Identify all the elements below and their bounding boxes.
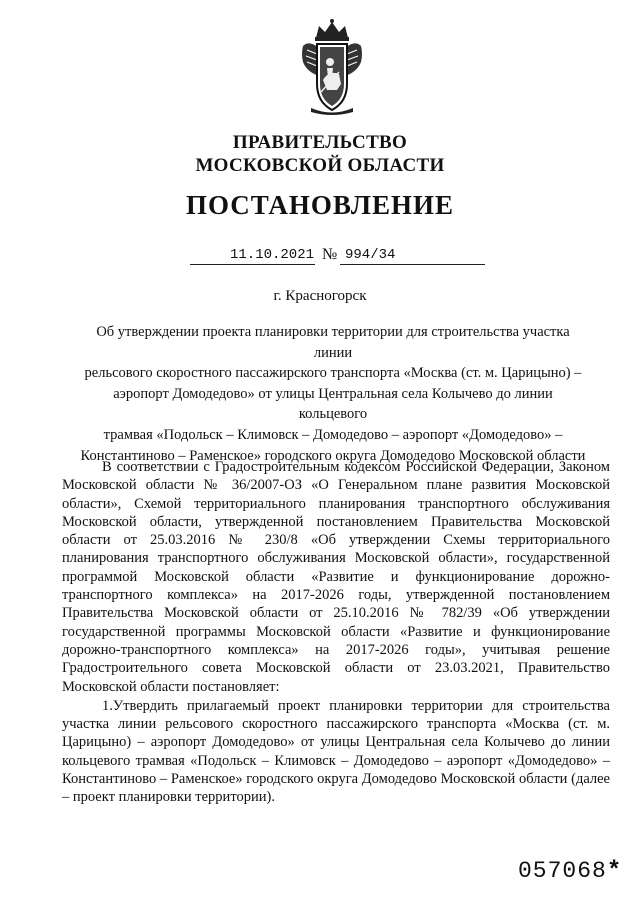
number-underline — [340, 264, 485, 265]
document-body — [62, 458, 610, 807]
preamble-paragraph: В соответствии с Градостроительным кодексом Российской Федерации, Законом Московской области № 36/2007-ОЗ «О Генеральном плане развития Московской области», Схемой территориального планирования транспортного обслуживания Московской области, утвержденной постановлением Правительства Московской области от 25.03.2016 № 230/8 «Об утверждении Схемы территориального планирования транспортного обслуживания Московской области», государственной программой Московской области «Развитие и функционирование дорожно-транспортного комплекса» на 2017-2026 годы, утвержденной постановлением Правительства Московской области от 25.10.2016 № 782/39 «Об утверждении государственной программы Московской области «Развитие и функционирование дорожно-транспортного комплекса» на 2017-2026 годы», учитывая решение Градостроительного совета Московской области от 23.03.2021, Правительство Московской области постановляет: — [62, 459, 610, 695]
subject-line: Об утверждении проекта планировки территории для строительства участка линии — [96, 324, 570, 361]
organization-name-line2: МОСКОВСКОЙ ОБЛАСТИ — [195, 155, 445, 176]
document-type-title: ПОСТАНОВЛЕНИЕ — [185, 190, 455, 220]
subject-line: Константиново – Раменское» городского округа Домодедово Московской области — [80, 447, 586, 464]
document-subject — [78, 322, 588, 466]
subject-line: рельсового скоростного пассажирского транспорта «Москва (ст. м. Царицыно) – — [84, 365, 582, 382]
document-number: 994/34 — [345, 247, 396, 263]
coat-of-arms-icon — [299, 18, 365, 118]
registration-line — [190, 247, 490, 267]
organization-name-line1: ПРАВИТЕЛЬСТВО — [232, 132, 408, 153]
serial-number-stamp — [518, 858, 622, 885]
document-date: 11.10.2021 — [230, 247, 315, 263]
city-name: г. Красногорск — [273, 288, 367, 304]
serial-number: 057068 — [518, 858, 607, 884]
number-sign: № — [322, 246, 338, 263]
subject-line: аэропорт Домодедово» от улицы Центральная села Колычево до линии кольцевого — [113, 385, 553, 423]
clause-1-paragraph: 1.Утвердить прилагаемый проект планировки территории для строительства участка линии рельсового скоростного пассажирского транспорта «Москва (ст. м. Царицыно) – аэропорт Домодедово» от улицы Центральная села Колычево до линии кольцевого трамвая «Подольск – Климовск – Домодедово – аэропорт «Домодедово» – Константиново – Раменское» городского округа Домодедово Московской области (далее – проект планировки территории). — [62, 697, 610, 806]
subject-line: трамвая «Подольск – Климовск – Домодедово – аэропорт «Домодедово» – — [103, 426, 563, 443]
date-underline — [190, 264, 315, 265]
asterisk-mark: * — [606, 858, 623, 885]
